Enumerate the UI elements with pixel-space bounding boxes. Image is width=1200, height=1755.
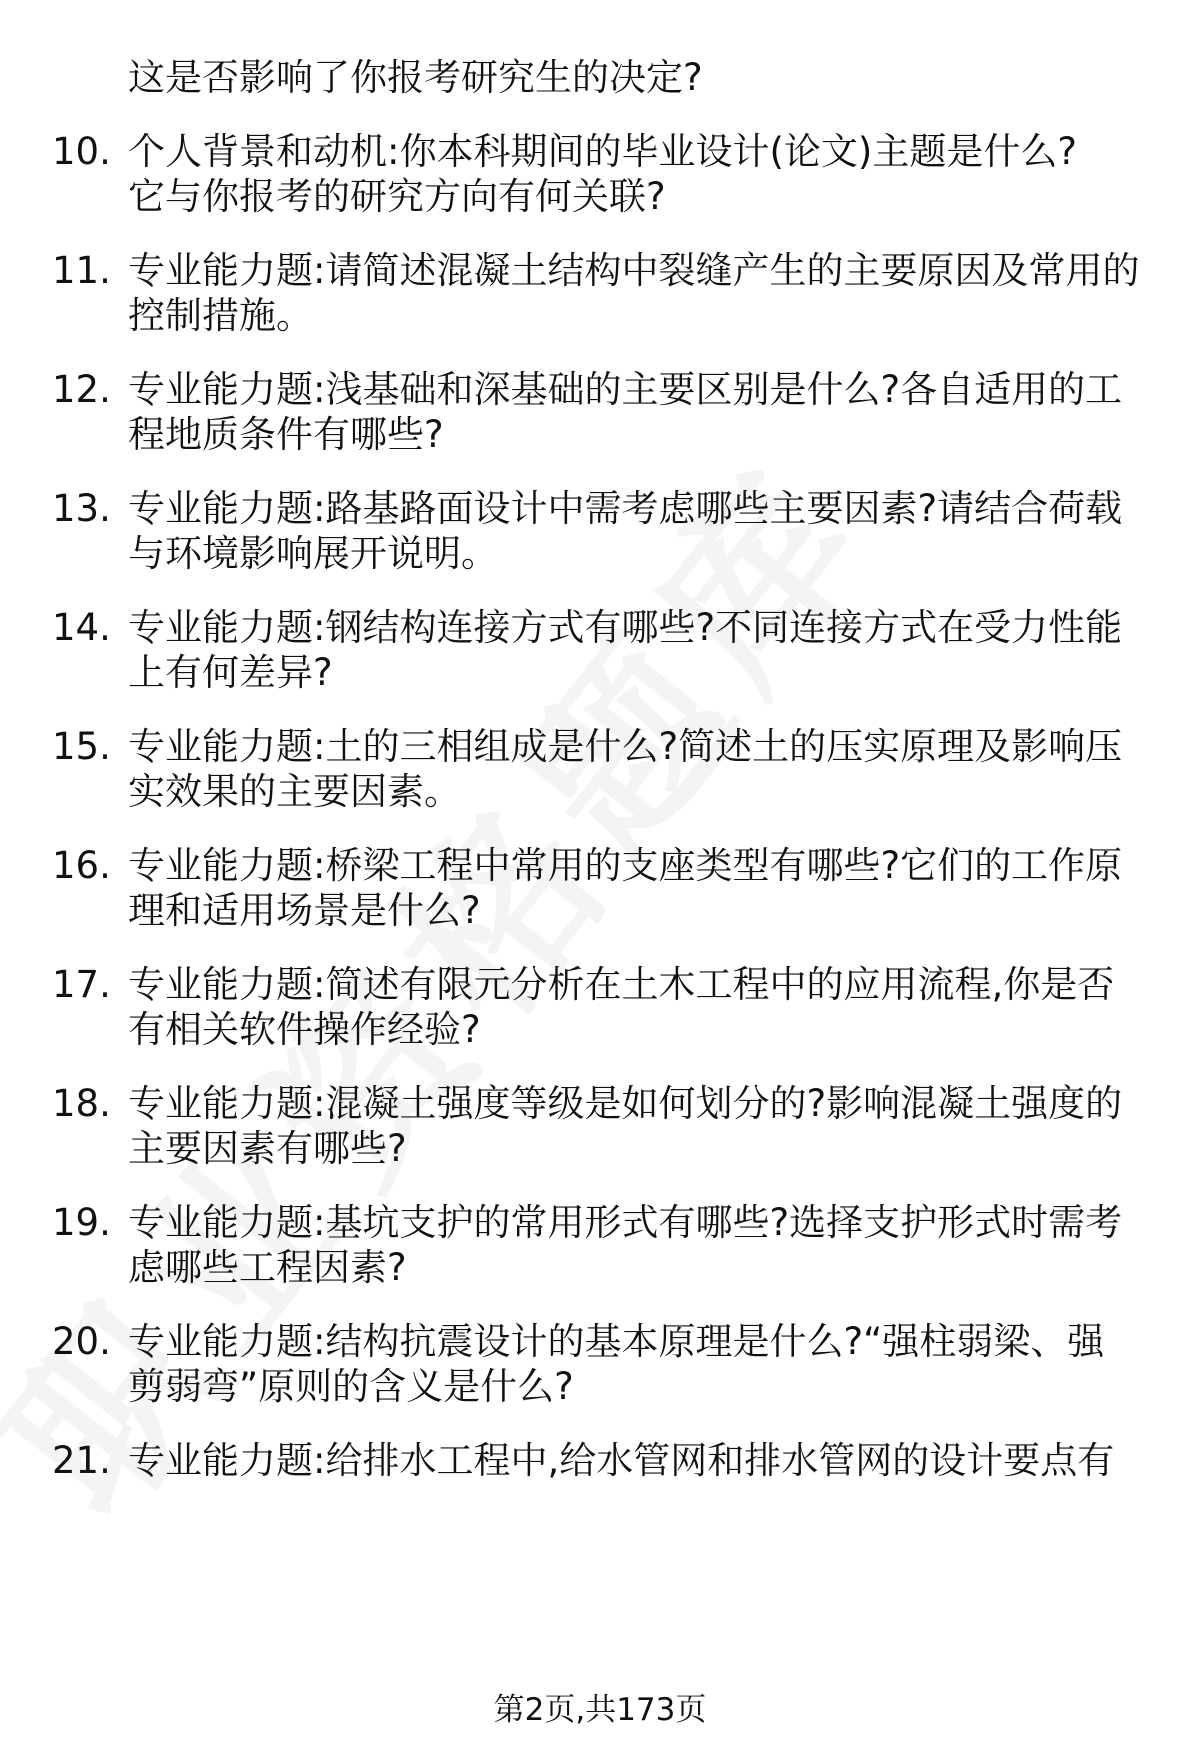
item-text-line2: 程地质条件有哪些? [128,413,444,456]
item-text-line1: 专业能力题:浅基础和深基础的主要区别是什么?各自适用的工 [128,368,1123,411]
item-number: 13. [52,487,111,530]
item-number: 15. [52,725,111,768]
continuation-text: 这是否影响了你报考研究生的决定? [128,56,703,99]
item-text-line2: 主要因素有哪些? [128,1127,407,1170]
item-text-line1: 专业能力题:桥梁工程中常用的支座类型有哪些?它们的工作原 [128,844,1123,887]
item-text-line2: 虑哪些工程因素? [128,1246,407,1289]
item-text-line2: 控制措施。 [128,294,313,337]
page-footer: 第2页,共173页 [493,1692,707,1728]
item-number: 19. [52,1201,111,1244]
item-text-line2: 有相关软件操作经验? [128,1008,481,1051]
item-text-line1: 专业能力题:混凝土强度等级是如何划分的?影响混凝土强度的 [128,1082,1123,1125]
item-number: 14. [52,606,111,649]
item-number: 17. [52,963,111,1006]
item-number: 12. [52,368,111,411]
item-number: 11. [52,249,111,292]
item-text-line1: 专业能力题:土的三相组成是什么?简述土的压实原理及影响压 [128,725,1123,768]
item-text-line2: 上有何差异? [128,651,333,694]
item-text-line1: 专业能力题:给排水工程中,给水管网和排水管网的设计要点有 [128,1439,1115,1482]
item-text-line1: 专业能力题:路基路面设计中需考虑哪些主要因素?请结合荷载 [128,487,1123,530]
item-text-line1: 个人背景和动机:你本科期间的毕业设计(论文)主题是什么? [128,130,1077,173]
item-text-line2: 它与你报考的研究方向有何关联? [128,175,666,218]
item-text-line1: 专业能力题:结构抗震设计的基本原理是什么?“强柱弱梁、强 [128,1320,1105,1363]
item-text-line2: 理和适用场景是什么? [128,889,481,932]
item-number: 10. [52,130,111,173]
item-text-line2: 与环境影响展开说明。 [128,532,498,575]
item-number: 18. [52,1082,111,1125]
item-text-line1: 专业能力题:简述有限元分析在土木工程中的应用流程,你是否 [128,963,1115,1006]
item-number: 20. [52,1320,111,1363]
item-number: 21. [52,1439,111,1482]
item-text-line2: 剪弱弯”原则的含义是什么? [128,1365,574,1408]
item-text-line1: 专业能力题:基坑支护的常用形式有哪些?选择支护形式时需考 [128,1201,1123,1244]
item-text-line1: 专业能力题:请简述混凝土结构中裂缝产生的主要原因及常用的 [128,249,1140,292]
item-number: 16. [52,844,111,887]
item-text-line2: 实效果的主要因素。 [128,770,461,813]
item-text-line1: 专业能力题:钢结构连接方式有哪些?不同连接方式在受力性能 [128,606,1123,649]
